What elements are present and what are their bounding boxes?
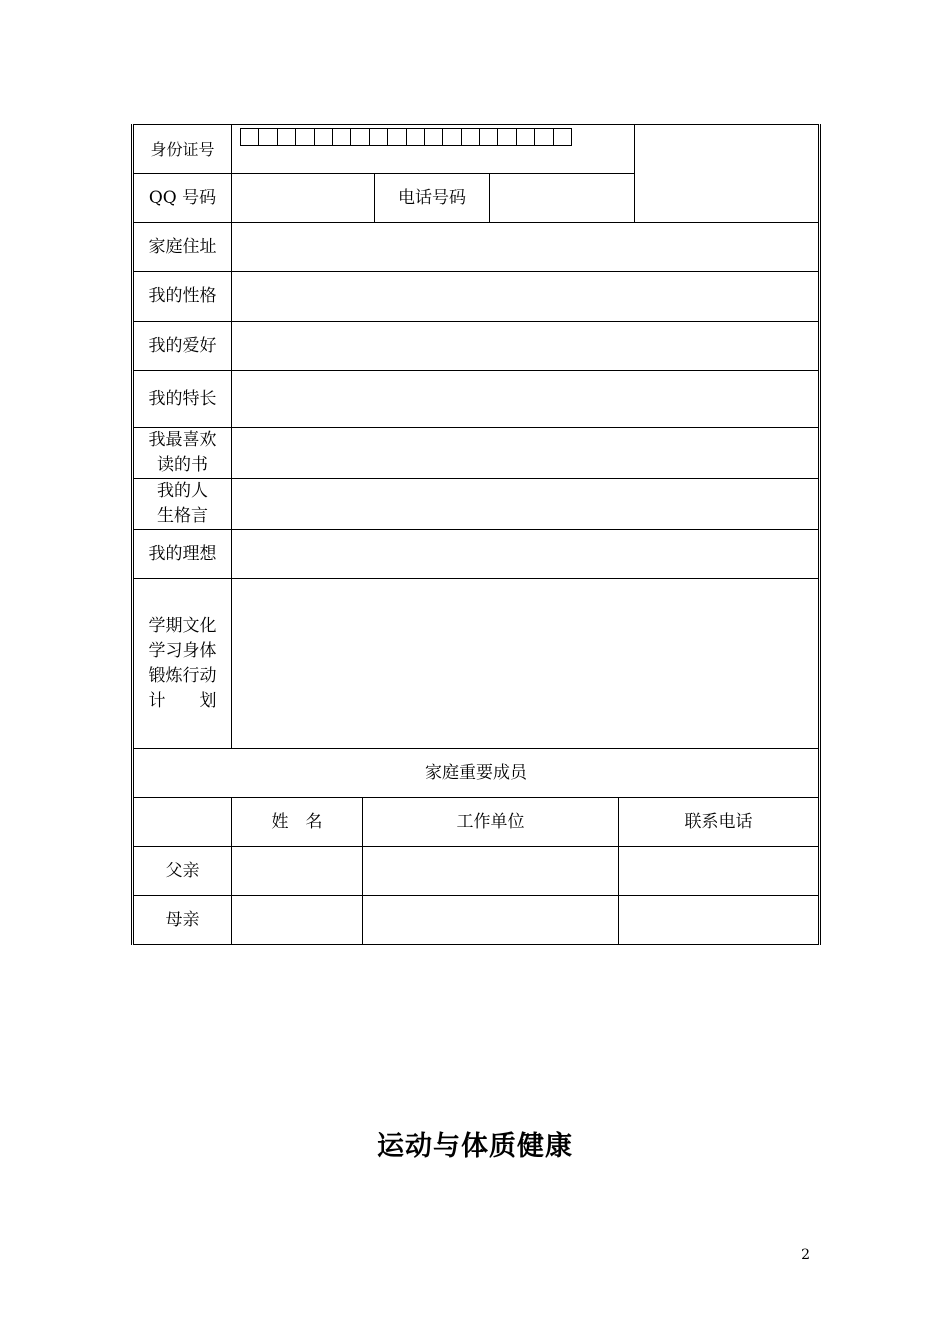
phone-field[interactable] (490, 174, 635, 223)
address-field[interactable] (232, 223, 820, 272)
section-title: 运动与体质健康 (377, 1131, 573, 1162)
table-row (133, 847, 820, 896)
specialty-label: 我的特长 (133, 371, 232, 428)
id-digit-box[interactable] (517, 128, 535, 146)
id-digit-box[interactable] (498, 128, 516, 146)
favorite-book-label-line-1: 我最喜欢 (148, 430, 217, 450)
ideal-label: 我的理想 (133, 530, 232, 579)
id-digit-box[interactable] (407, 128, 425, 146)
mother-workplace-field[interactable] (363, 896, 619, 945)
mother-name-field[interactable] (232, 896, 363, 945)
id-digit-box[interactable] (333, 128, 351, 146)
mother-contact-phone-field[interactable] (619, 896, 820, 945)
phone-label: 电话号码 (375, 174, 490, 223)
id-digit-box[interactable] (388, 128, 406, 146)
favorite-book-field[interactable] (232, 428, 820, 479)
family-relation-father: 父亲 (133, 847, 232, 896)
id-digit-box[interactable] (241, 128, 259, 146)
family-relation-mother: 母亲 (133, 896, 232, 945)
family-header-name: 姓 名 (232, 798, 363, 847)
qq-label: QQ 号码 (133, 174, 232, 223)
table-row (133, 896, 820, 945)
id-digit-box[interactable] (351, 128, 369, 146)
father-name-field[interactable] (232, 847, 363, 896)
id-digit-box[interactable] (480, 128, 498, 146)
life-motto-label-line-1: 我的人 (157, 481, 208, 501)
id-digit-box[interactable] (443, 128, 461, 146)
page-number: 2 (801, 1247, 810, 1263)
id-digit-box[interactable] (554, 128, 572, 146)
personality-field[interactable] (232, 272, 820, 322)
family-header-blank (133, 798, 232, 847)
father-workplace-field[interactable] (363, 847, 619, 896)
id-digit-box[interactable] (425, 128, 443, 146)
photo-area (635, 125, 820, 223)
family-header-contact-phone: 联系电话 (619, 798, 820, 847)
hobbies-field[interactable] (232, 322, 820, 371)
address-label: 家庭住址 (133, 223, 232, 272)
family-header-workplace: 工作单位 (363, 798, 619, 847)
life-motto-label-line-2: 生格言 (157, 506, 208, 526)
personality-label: 我的性格 (133, 272, 232, 322)
semester-plan-field[interactable] (232, 579, 820, 749)
qq-field[interactable] (232, 174, 375, 223)
hobbies-label: 我的爱好 (133, 322, 232, 371)
semester-plan-label-line-1: 学期文化 (148, 615, 217, 636)
semester-plan-label (133, 579, 232, 749)
id-digit-box[interactable] (315, 128, 333, 146)
life-motto-label (133, 479, 232, 530)
semester-plan-label-line-2: 学习身体 (148, 640, 217, 661)
id-number-label: 身份证号 (133, 125, 232, 174)
favorite-book-label-line-2: 读的书 (157, 455, 208, 475)
favorite-book-label (133, 428, 232, 479)
specialty-field[interactable] (232, 371, 820, 428)
father-contact-phone-field[interactable] (619, 847, 820, 896)
id-digit-box[interactable] (278, 128, 296, 146)
ideal-field[interactable] (232, 530, 820, 579)
id-digit-box[interactable] (370, 128, 388, 146)
id-digit-box[interactable] (535, 128, 553, 146)
student-info-form (131, 124, 821, 945)
family-section-title: 家庭重要成员 (133, 749, 820, 798)
id-digit-box[interactable] (462, 128, 480, 146)
id-number-digit-boxes[interactable] (240, 128, 572, 146)
id-digit-box[interactable] (259, 128, 277, 146)
semester-plan-label-line-4: 计 划 (148, 690, 217, 711)
semester-plan-label-line-3: 锻炼行动 (148, 665, 217, 686)
id-digit-box[interactable] (296, 128, 314, 146)
life-motto-field[interactable] (232, 479, 820, 530)
